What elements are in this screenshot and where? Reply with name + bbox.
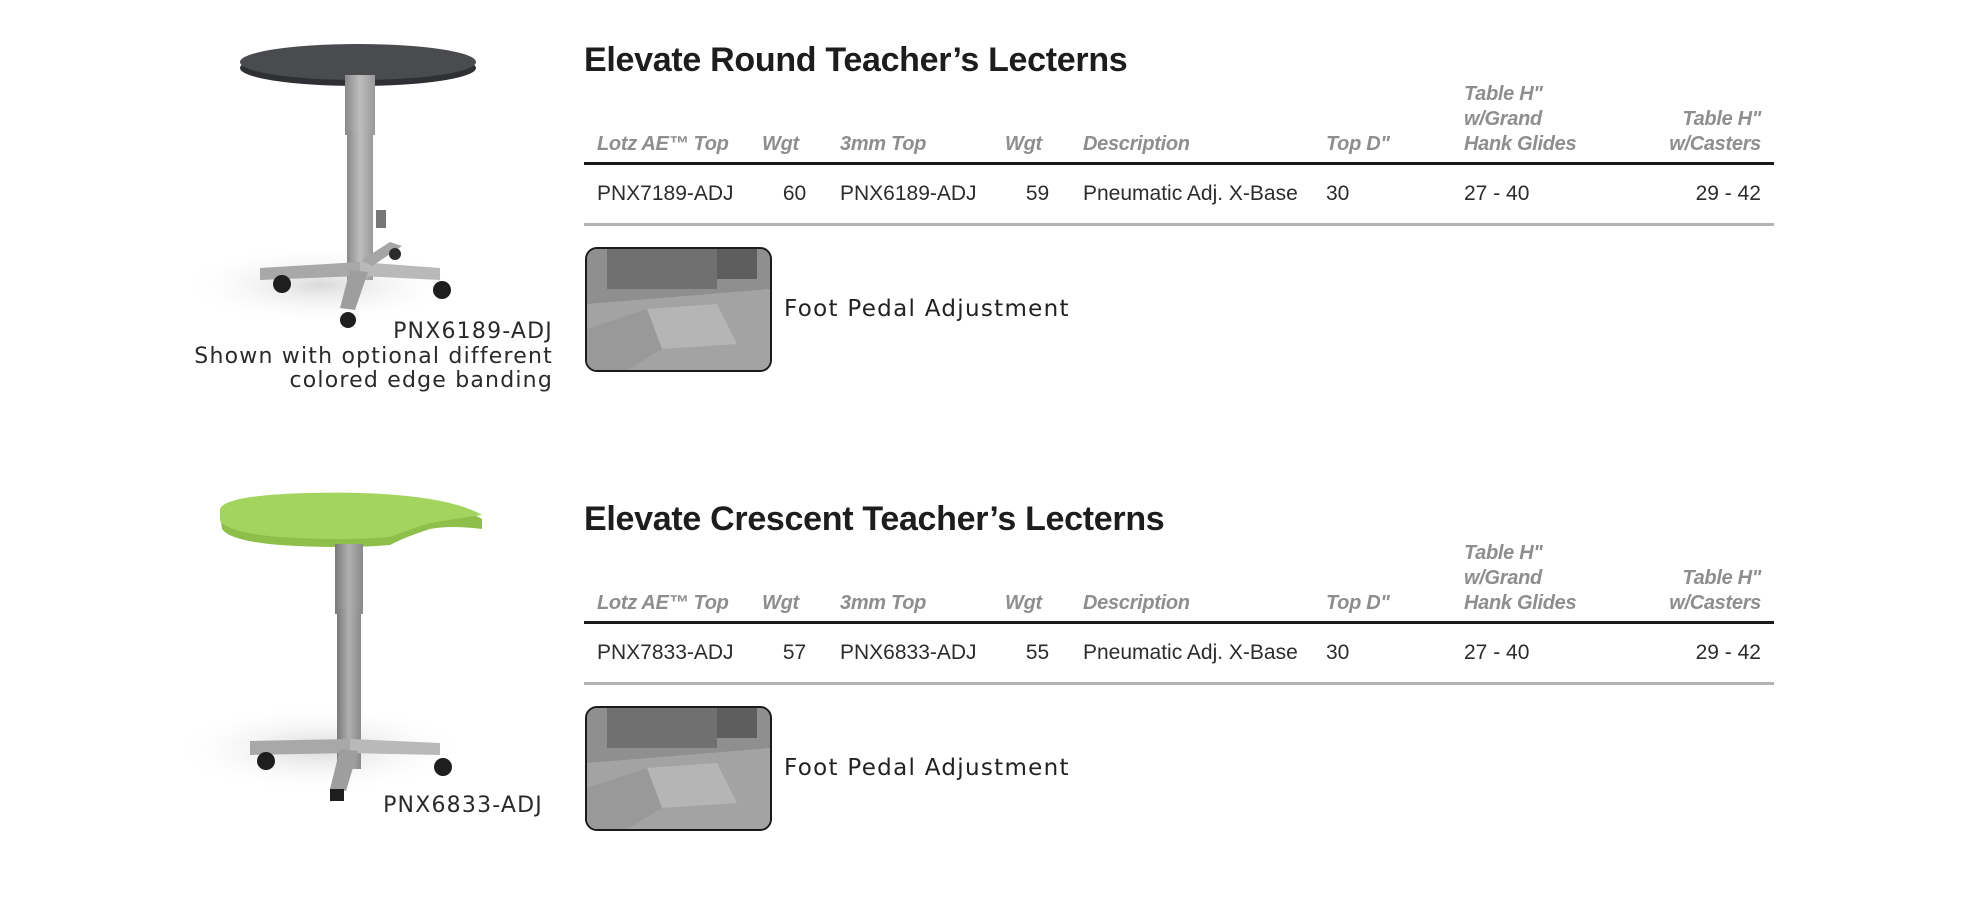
caption-line: Shown with optional different: [194, 343, 553, 369]
section-crescent-lectern: [0, 459, 1980, 899]
table-cell: 59: [992, 164, 1070, 225]
col-header: Top D": [1313, 82, 1451, 164]
product-caption: [383, 794, 543, 819]
col-header: 3mm Top: [827, 82, 992, 164]
table-cell: 30: [1313, 164, 1451, 225]
col-header: Wgt: [992, 82, 1070, 164]
table-cell: 27 - 40: [1451, 164, 1614, 225]
table-cell: PNX7189-ADJ: [584, 164, 749, 225]
table-cell: 29 - 42: [1614, 623, 1774, 684]
section-title: Elevate Crescent Teacher’s Lecterns: [584, 500, 1165, 538]
table-cell: PNX6189-ADJ: [827, 164, 992, 225]
col-header: Table H" w/Grand Hank Glides: [1451, 541, 1614, 623]
col-header: Table H" w/Casters: [1614, 82, 1774, 164]
table-row: [584, 164, 1774, 225]
col-header: Lotz AE™ Top: [584, 82, 749, 164]
table-cell: 55: [992, 623, 1070, 684]
section-title: Elevate Round Teacher’s Lecterns: [584, 41, 1128, 79]
foot-pedal-image: [585, 706, 772, 831]
col-header: Table H" w/Grand Hank Glides: [1451, 82, 1614, 164]
table-cell: 57: [749, 623, 827, 684]
caption-line: PNX6189-ADJ: [393, 319, 553, 344]
col-header: Table H" w/Casters: [1614, 541, 1774, 623]
foot-pedal-label: Foot Pedal Adjustment: [784, 755, 1070, 781]
spec-table: [584, 82, 1774, 226]
table-header-row: [584, 82, 1774, 164]
table-top-crescent: [220, 493, 482, 539]
caption-line: colored edge banding: [289, 368, 553, 393]
section-round-lectern: [0, 0, 1980, 440]
table-header-row: [584, 541, 1774, 623]
table-cell: 29 - 42: [1614, 164, 1774, 225]
crescent-lectern-photo: [190, 459, 560, 799]
table-top-round: [240, 44, 476, 80]
table-cell: 30: [1313, 623, 1451, 684]
col-header: Wgt: [992, 541, 1070, 623]
col-header: Description: [1070, 82, 1313, 164]
table-cell: Pneumatic Adj. X-Base: [1070, 164, 1313, 225]
col-header: Wgt: [749, 541, 827, 623]
table-cell: 60: [749, 164, 827, 225]
foot-pedal-label: Foot Pedal Adjustment: [784, 296, 1070, 322]
col-header: Top D": [1313, 541, 1451, 623]
table-cell: 27 - 40: [1451, 623, 1614, 684]
product-caption: [194, 320, 553, 394]
col-header: 3mm Top: [827, 541, 992, 623]
col-header: Wgt: [749, 82, 827, 164]
table-cell: PNX6833-ADJ: [827, 623, 992, 684]
table-cell: PNX7833-ADJ: [584, 623, 749, 684]
table-cell: Pneumatic Adj. X-Base: [1070, 623, 1313, 684]
caption-line: PNX6833-ADJ: [383, 793, 543, 818]
table-row: [584, 623, 1774, 684]
col-header: Description: [1070, 541, 1313, 623]
foot-pedal-image: [585, 247, 772, 372]
col-header: Lotz AE™ Top: [584, 541, 749, 623]
spec-table: [584, 541, 1774, 685]
